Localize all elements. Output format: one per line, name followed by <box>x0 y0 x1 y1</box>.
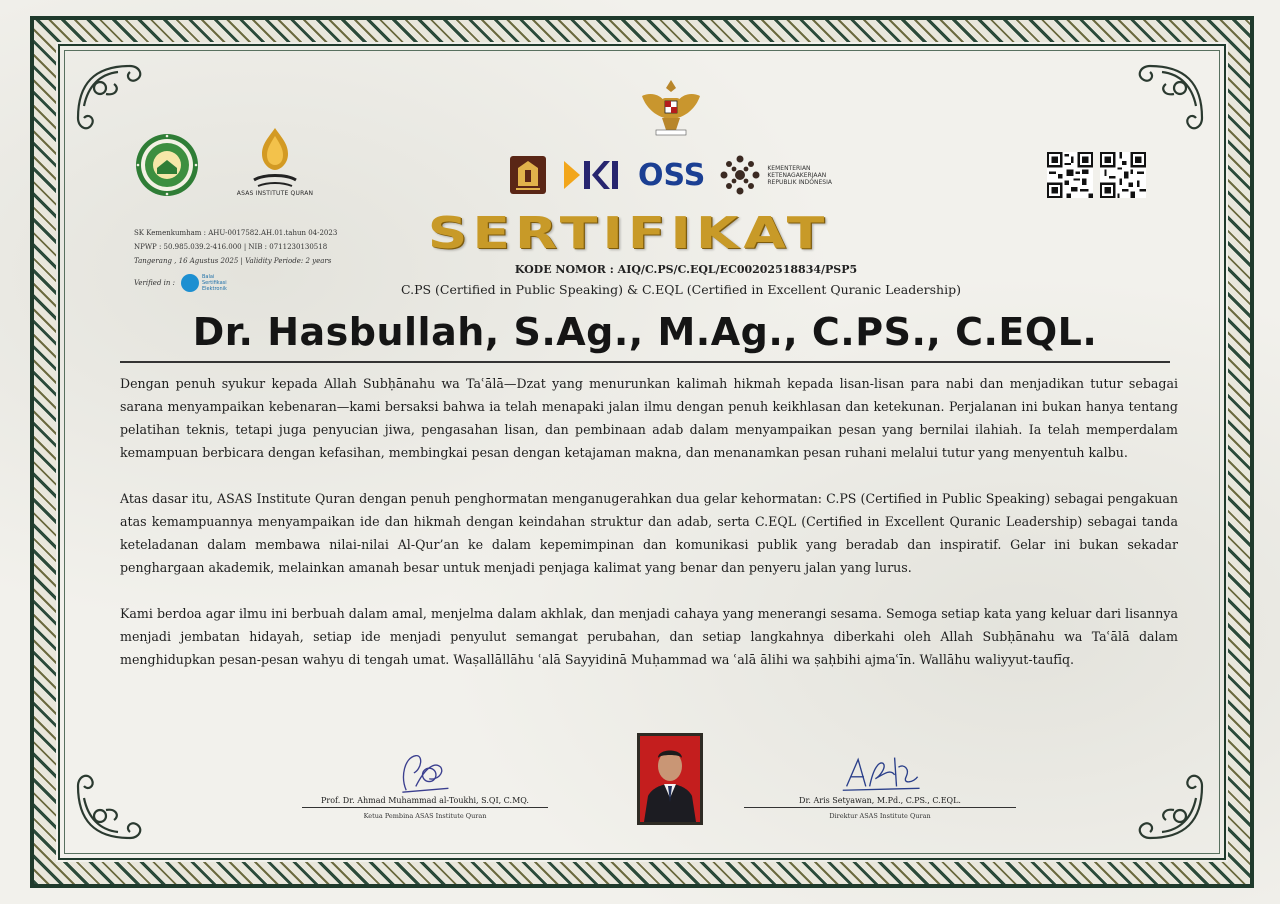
corner-flourish-icon <box>70 756 160 846</box>
kemnaker-logo <box>719 154 847 196</box>
certificate-body <box>120 372 1178 671</box>
partner-logos <box>510 152 847 198</box>
kemnaker-mark-icon <box>719 154 761 196</box>
qr-code-icon <box>1100 152 1146 198</box>
dki-logo-icon <box>560 155 624 195</box>
signature-right-role: Direktur ASAS Institute Quran <box>829 812 931 820</box>
body-paragraph: Dengan penuh syukur kepada Allah Subḥānahu wa Taʿālā—Dzat yang menurunkan kalimah hikmah kepada lisan-lisan para nabi dan menjadikan tutur sebagai sarana menyampaikan kebenaran—kami bersaksi bahwa ia telah menapaki jalan ilmu dengan penuh keikhlasan dan ketekunan. Perjalanan ini bukan hanya tentang pelatihan teknis, tetapi juga penyucian jiwa, pengasahan lisan, dan pembinaan adab dalam menyampaikan pesan yang bernilai ilahiah. Ia telah memperdalam kemampuan berbicara dengan kefasihan, membingkai pesan dengan ketajaman makna, dan menanamkan pesan ruhani melalui tutur yang menyentuh kalbu. <box>120 376 1178 460</box>
recipient-photo <box>637 733 703 825</box>
legal-line-sk: SK Kemenkumham : AHU-0017582.AH.01.tahun 04-2023 <box>134 229 338 237</box>
body-paragraph: Atas dasar itu, ASAS Institute Quran dengan penuh penghormatan menganugerahkan dua gelar kehormatan: C.PS (Certified in Public Speaking) sebagai pengakuan atas kemampuannya menyampaikan ide dan hikmah dengan keindahan struktur dan adab, serta C.EQL (Certified in Excellent Quranic Leadership) sebagai tanda keteladanan dalam membawa nilai-nilai Al-Qur’an ke dalam kepemimpinan dan komunikasi publik yang beradab dan inspiratif. Gelar ini bukan sekadar penghargaan akademik, melainkan amanah besar untuk menjadi penjaga kalimat yang benar dan penyeru jalan yang lurus. <box>120 491 1178 575</box>
name-underline <box>120 361 1170 363</box>
signature-right-mark-icon <box>744 744 1016 796</box>
signature-right <box>744 744 1016 820</box>
signature-left <box>302 744 548 820</box>
recipient-name: Dr. Hasbullah, S.Ag., M.Ag., C.PS., C.EQL. <box>192 310 1098 354</box>
corner-flourish-icon <box>1120 756 1210 846</box>
qr-code-icon <box>1047 152 1093 198</box>
verified-label: Verified in : <box>134 279 175 287</box>
garuda-emblem-icon <box>638 74 704 140</box>
signature-left-mark-icon <box>302 744 548 796</box>
legal-line-npwp: NPWP : 50.985.039.2-416.000 | NIB : 0711230130518 <box>134 243 328 251</box>
bsre-badge-text: Balai Sertifikasi Elektronik <box>202 274 227 292</box>
kemenkumham-logo-icon <box>510 156 546 194</box>
oss-word: OSS <box>638 157 706 193</box>
institute-seal-icon <box>134 132 200 198</box>
signature-left-role: Ketua Pembina ASAS Institute Quran <box>363 812 487 820</box>
legal-line-date: Tangerang , 16 Agustus 2025 | Validity Periode: 2 years <box>134 257 332 265</box>
certificate-subtitle: C.PS (Certified in Public Speaking) & C.EQL (Certified in Excellent Quranic Leadership) <box>401 282 961 297</box>
certificate-title: SERTIFIKAT <box>427 208 830 259</box>
oss-logo-icon <box>638 158 705 193</box>
body-paragraph: Kami berdoa agar ilmu ini berbuah dalam amal, menjelma dalam akhlak, dan menjadi cahaya yang menerangi sesama. Semoga setiap kata yang keluar dari lisannya menjadi jembatan hidayah, setiap ide menjadi penyulut semangat perubahan, dan setiap langkahnya diberkahi oleh Allah Subḥānahu wa Taʿālā dalam menghidupkan pesan-pesan wahyu di tengah umat. Waṣallāllāhu ʿalā Sayyidinā Muḥammad wa ʿalā ālihi wa ṣaḥbihi ajmaʿīn. Wallāhu waliyyut-taufīq. <box>120 606 1178 667</box>
certificate-code: KODE NOMOR : AIQ/C.PS/C.EQL/EC00202518834/PSP5 <box>514 263 858 276</box>
signature-left-name: Prof. Dr. Ahmad Muhammad al-Toukhi, S.QI, C.MQ. <box>302 796 548 808</box>
corner-flourish-icon <box>1120 58 1210 148</box>
signature-right-name: Dr. Aris Setyawan, M.Pd., C.PS., C.EQL. <box>744 796 1016 808</box>
kemnaker-text: KEMENTERIAN KETENAGAKERJAAN REPUBLIK INDONESIA <box>767 164 832 186</box>
asas-logo-caption: ASAS INSTITUTE QURAN <box>236 190 314 197</box>
